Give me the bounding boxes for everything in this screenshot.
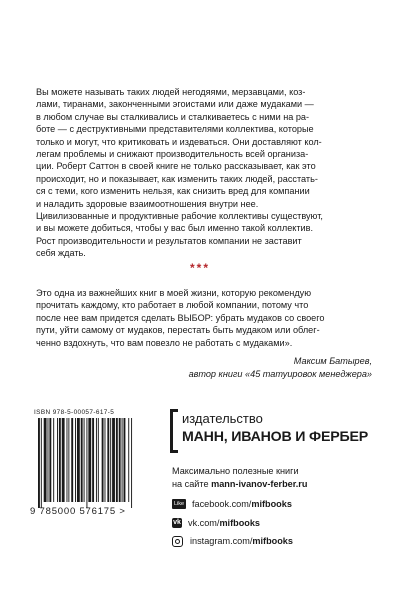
barcode-bar <box>59 418 61 502</box>
barcode-bar <box>112 418 115 502</box>
barcode-bar <box>53 418 54 502</box>
social-prefix: vk.com/ <box>188 518 220 528</box>
barcode-bar <box>105 418 106 502</box>
barcode-bar <box>68 418 69 502</box>
barcode-bar <box>119 418 121 502</box>
blurb-line: только и могут, что критиковать и издеваться. Они доставляют кол- <box>36 136 322 147</box>
blurb-line: и вы можете добиться, чтобы у вас был именно такой коллектив. <box>36 223 314 234</box>
quote-line: пути, уйти самому от мудаков, перестать быть мудаком или облег- <box>36 325 320 336</box>
barcode-bar <box>48 418 49 502</box>
barcode-bar <box>75 418 76 502</box>
social-handle: mifbooks <box>219 518 260 528</box>
blurb-line: в любом случае вы сталкивались и сталкиваетесь с ними на ра- <box>36 111 310 122</box>
barcode-bar <box>88 418 91 502</box>
barcode-bar <box>38 418 40 508</box>
publisher-label: издательство <box>182 411 263 426</box>
social-handle: mifbooks <box>252 536 293 546</box>
blurb-line: ся с теми, кого изменить нельзя, как снизить вред для компании <box>36 186 310 197</box>
barcode-bar <box>57 418 58 502</box>
barcode-bar <box>62 418 65 502</box>
barcode-bar <box>98 418 99 502</box>
review-quote <box>36 287 374 349</box>
barcode-bar <box>102 418 104 502</box>
quote-line: Это одна из важнейших книг в моей жизни, которую рекомендую <box>36 288 312 298</box>
social-link-facebook[interactable] <box>172 497 292 511</box>
barcode-bar <box>41 418 42 508</box>
barcode-bar <box>49 418 51 502</box>
facebook-like-icon: Like <box>173 501 185 507</box>
barcode-bar <box>86 418 87 508</box>
quote-line: прочитать каждому, кто работает в любой компании, потому что <box>36 300 309 311</box>
barcode-bar <box>110 418 111 502</box>
barcode-bar <box>77 418 80 502</box>
blurb-line: Вы можете называть таких людей негодяями, мерзавцами, коз- <box>36 87 306 97</box>
barcode-bar <box>131 418 132 508</box>
instagram-icon <box>172 536 183 547</box>
barcode-bar <box>122 418 123 502</box>
barcode-bar <box>116 418 118 502</box>
quote-author-name: Максим Батырев, <box>293 356 372 366</box>
barcode <box>34 418 150 508</box>
vk-icon: vk <box>173 519 181 526</box>
barcode-bar <box>81 418 83 502</box>
blurb-line: и наладить здоровые взаимоотношения внутри нее. <box>36 198 259 209</box>
barcode-bar <box>67 418 68 502</box>
blurb-line: происходит, но и показывает, как изменить таких людей, расстать- <box>36 173 318 184</box>
barcode-bar <box>92 418 94 502</box>
barcode-bar <box>84 418 85 502</box>
barcode-bar <box>107 418 109 502</box>
tagline-prefix: на сайте <box>172 478 212 489</box>
social-prefix: instagram.com/ <box>190 536 253 546</box>
social-prefix: facebook.com/ <box>192 499 252 509</box>
isbn-label: ISBN 978-5-00057-617-5 <box>34 409 115 416</box>
blurb-line: себя ждать. <box>36 248 86 259</box>
barcode-digits: 9 785000 576175 > <box>30 506 126 517</box>
barcode-bar <box>96 418 97 502</box>
section-separator: *** <box>189 261 210 275</box>
social-link-instagram[interactable] <box>172 534 293 548</box>
tagline-line1: Максимально полезные книги <box>172 466 299 476</box>
social-handle: mifbooks <box>251 499 292 509</box>
social-link-vk[interactable] <box>172 516 260 530</box>
quote-line: после нее вам придется сделать ВЫБОР: убрать мудаков со своего <box>36 312 325 323</box>
blurb-line: Рост производительности и результатов компании не заставит <box>36 235 302 246</box>
barcode-bar <box>44 418 47 502</box>
publisher-tagline <box>172 465 307 490</box>
publisher-bracket-logo <box>170 409 178 453</box>
blurb-line: лами, тиранами, законченными эгоистами или даже мудаками — <box>36 99 314 110</box>
publisher-name: МАНН, ИВАНОВ И ФЕРБЕР <box>182 429 368 445</box>
barcode-bar <box>128 418 129 502</box>
blurb-line: боте — с деструктивными представителями коллектива, которые <box>36 124 314 135</box>
barcode-bar <box>124 418 126 502</box>
publisher-website-link[interactable]: mann-ivanov-ferber.ru <box>211 478 308 489</box>
quote-author-role: автор книги «45 татуировок менеджера» <box>188 369 372 379</box>
quote-line: ченно вздохнуть, что вам повезло не работать с мудаками». <box>36 337 293 348</box>
blurb-line: Цивилизованные и продуктивные рабочие коллективы существуют, <box>36 211 323 222</box>
blurb-line: легам проблемы и снижают производительность всей организа- <box>36 149 309 160</box>
blurb-line: ции. Роберт Саттон в своей книге не только рассказывает, как это <box>36 161 316 172</box>
barcode-bar <box>71 418 73 502</box>
blurb-paragraph <box>36 86 374 260</box>
